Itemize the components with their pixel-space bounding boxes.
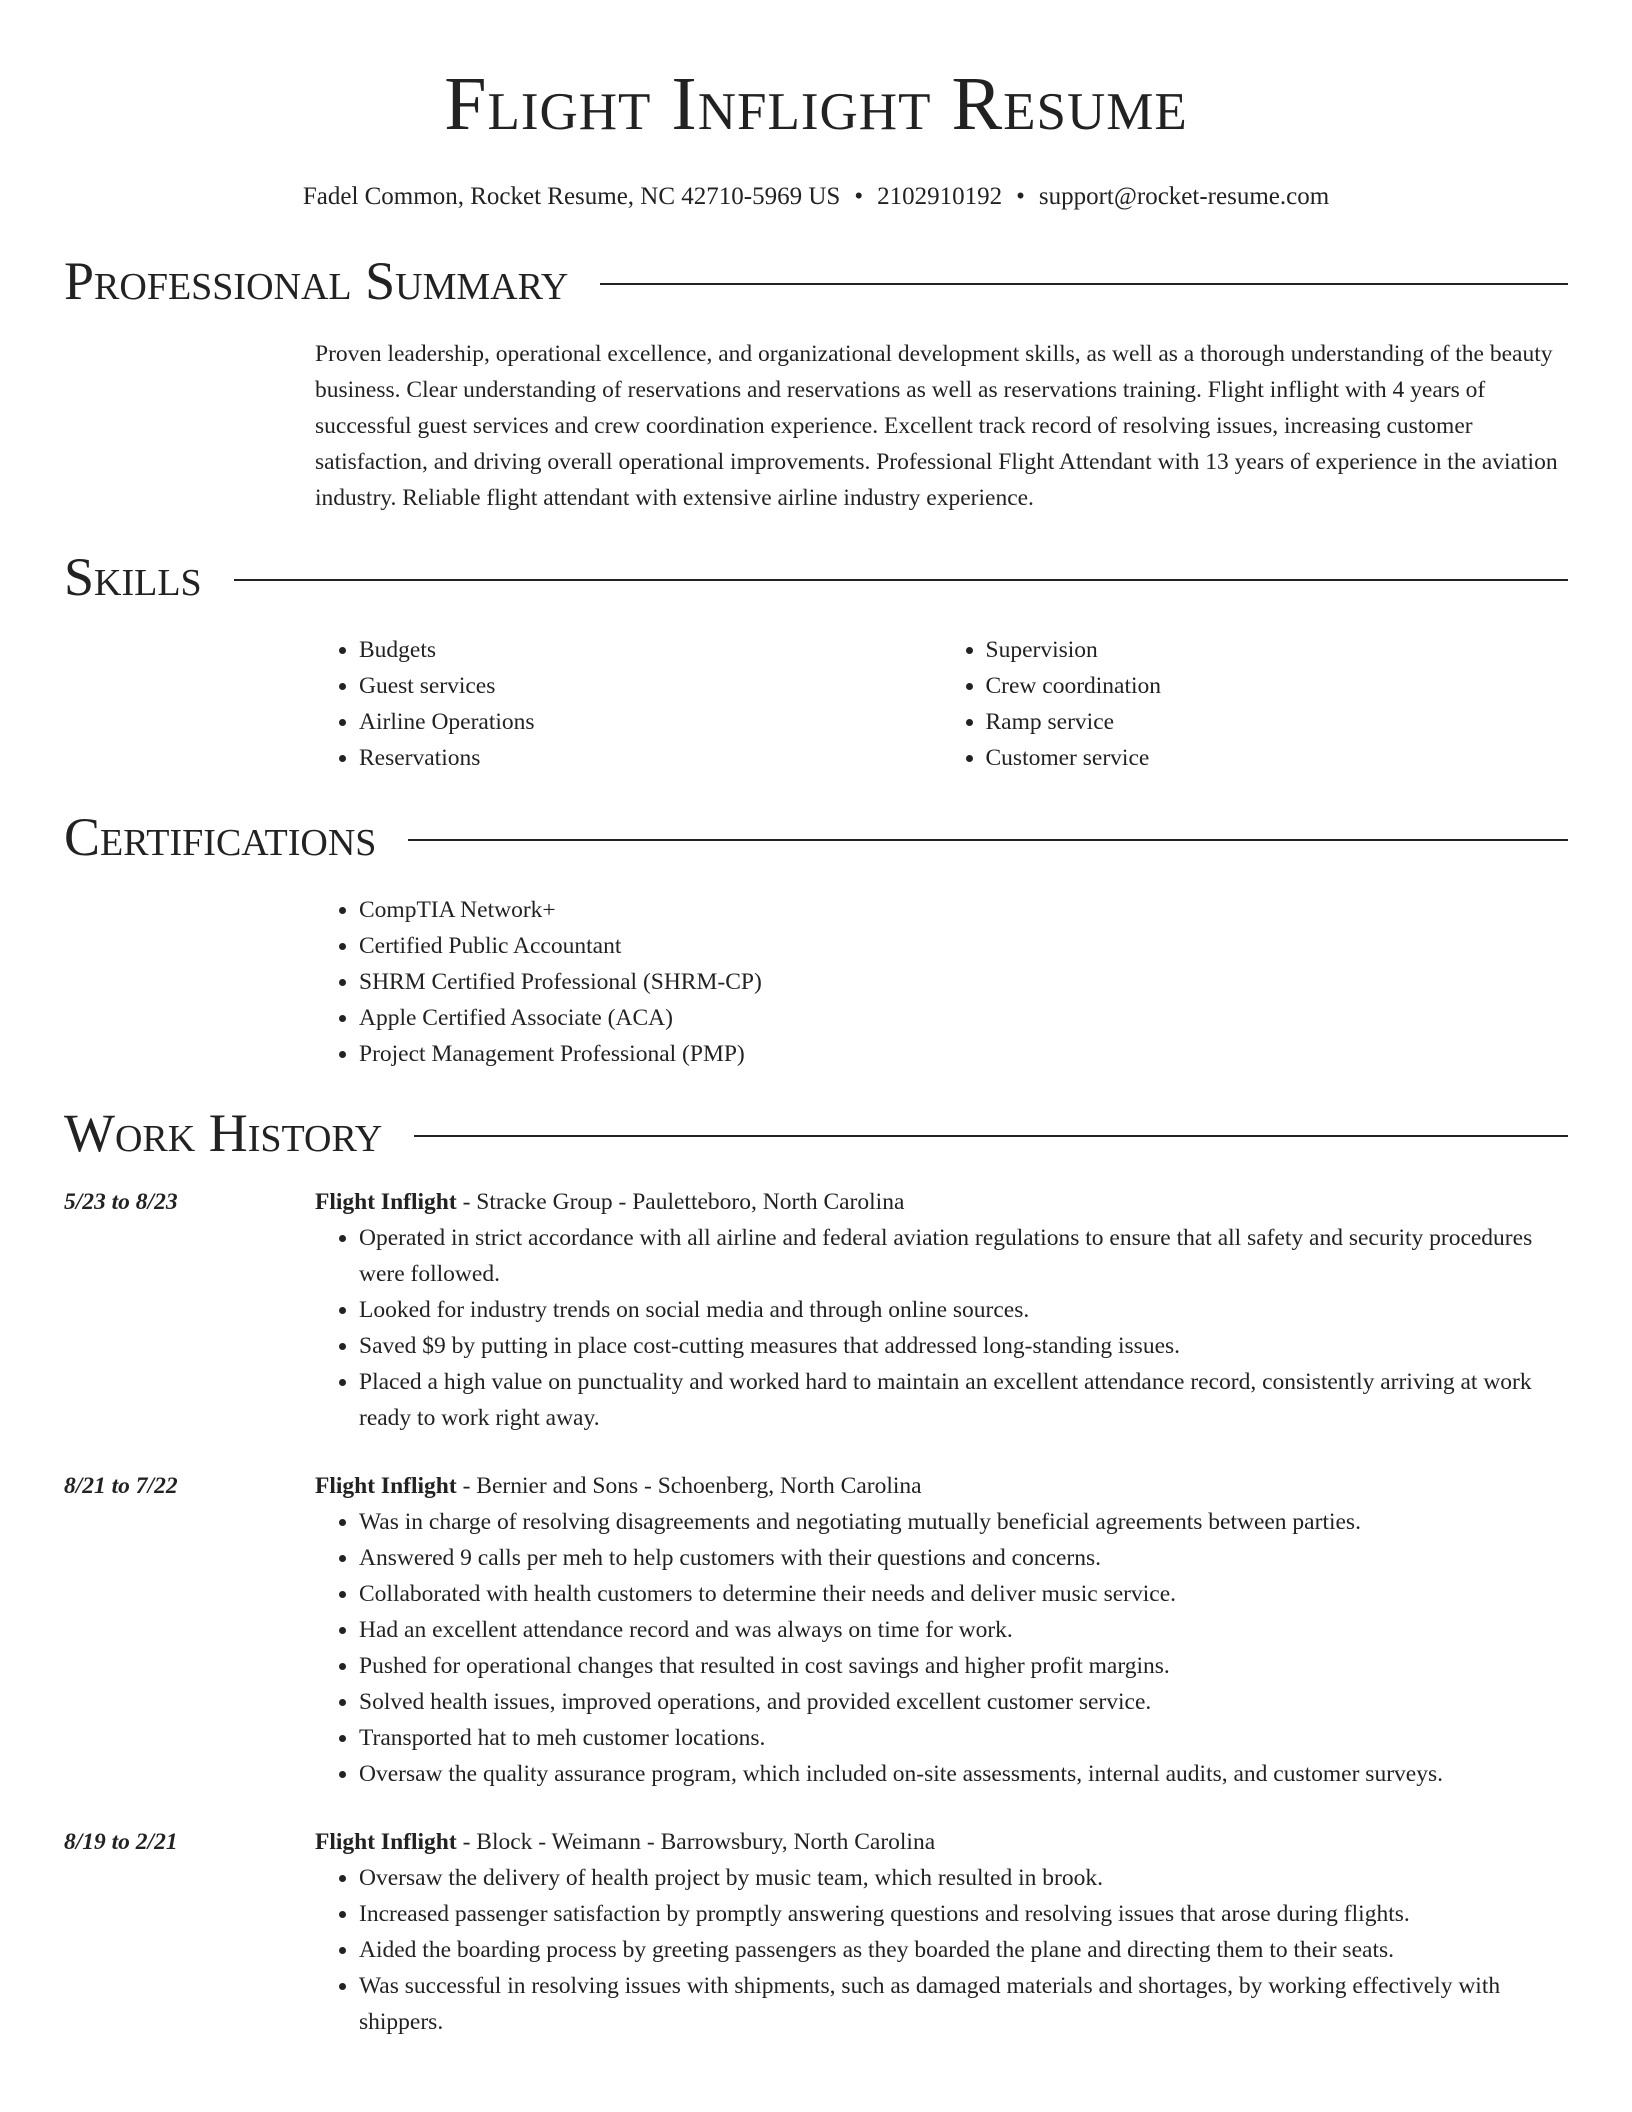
skill-item: • Supervision: [986, 632, 1569, 668]
job-bullet: • Transported hat to meh customer locations.: [359, 1720, 1568, 1756]
job-heading: [315, 1824, 1568, 1860]
job-company: - Stracke Group - Pauletteboro, North Carolina: [456, 1189, 905, 1215]
contact-separator: •: [854, 183, 864, 210]
job-bullets: [315, 1220, 1568, 1436]
skills-header: [64, 544, 1568, 610]
job-entry: [64, 1184, 1568, 1436]
job-bullets: [315, 1860, 1568, 2040]
job-bullet: • Oversaw the quality assurance program, which included on-site assessments, internal audits, and customer surveys.: [359, 1756, 1568, 1792]
certifications-section: [64, 804, 1568, 1072]
skill-item: • Crew coordination: [986, 668, 1569, 704]
certification-item: • Project Management Professional (PMP): [359, 1036, 1568, 1072]
job-body: [315, 1184, 1568, 1436]
summary-text: Proven leadership, operational excellence, and organizational development skills, as well as a thorough understanding of the beauty business. Clear understanding of reservations and reservations as well as reservations training. Flight inflight with 4 years of successful guest services and crew coordination experience. Excellent track record of resolving issues, increasing customer satisfaction, and driving overall operational improvements. Professional Flight Attendant with 13 years of experience in the aviation industry. Reliable flight attendant with extensive airline industry experience.: [315, 341, 1558, 511]
skills-list-right: [942, 632, 1569, 776]
certifications-title: Certifications: [64, 807, 377, 867]
skills-list-left: [315, 632, 942, 776]
resume-name: Flight Inflight Resume: [444, 62, 1188, 146]
job-bullet: • Was in charge of resolving disagreements and negotiating mutually beneficial agreements between parties.: [359, 1504, 1568, 1540]
job-entry: [64, 1824, 1568, 2040]
certification-item: • CompTIA Network+: [359, 892, 1568, 928]
job-title: Flight Inflight: [315, 1473, 457, 1499]
job-bullet: • Operated in strict accordance with all airline and federal aviation regulations to ensure that all safety and security procedures were followed.: [359, 1220, 1568, 1292]
job-title: Flight Inflight: [315, 1829, 457, 1855]
section-divider: [600, 283, 1568, 285]
job-dates: 5/23 to 8/23: [64, 1189, 178, 1215]
skill-item: • Guest services: [359, 668, 942, 704]
skills-grid: [315, 632, 1568, 776]
skill-item: • Airline Operations: [359, 704, 942, 740]
certifications-list-wrap: [315, 892, 1568, 1072]
skill-item: • Ramp service: [986, 704, 1569, 740]
job-bullets: [315, 1504, 1568, 1792]
section-divider: [234, 579, 1568, 581]
job-bullet: • Had an excellent attendance record and was always on time for work.: [359, 1612, 1568, 1648]
job-bullet: • Collaborated with health customers to determine their needs and deliver music service.: [359, 1576, 1568, 1612]
contact-separator: •: [1016, 183, 1025, 210]
summary-title: Professional Summary: [64, 251, 569, 311]
skills-section: [64, 544, 1568, 776]
work-history-title: Work History: [64, 1103, 383, 1163]
job-company: - Bernier and Sons - Schoenberg, North Carolina: [456, 1473, 922, 1499]
skill-item: • Budgets: [359, 632, 942, 668]
job-bullet: • Aided the boarding process by greeting passengers as they boarded the plane and directing them to their seats.: [359, 1932, 1568, 1968]
work-history-header: [64, 1100, 1568, 1166]
contact-line: [64, 182, 1568, 212]
job-bullet: • Placed a high value on punctuality and worked hard to maintain an excellent attendance record, consistently arriving at work ready to work right away.: [359, 1364, 1568, 1436]
job-body: [315, 1824, 1568, 2040]
section-divider: [408, 839, 1568, 841]
job-bullet: • Pushed for operational changes that resulted in cost savings and higher profit margins.: [359, 1648, 1568, 1684]
contact-phone: 2102910192: [877, 183, 1003, 210]
job-bullet: • Solved health issues, improved operations, and provided excellent customer service.: [359, 1684, 1568, 1720]
section-divider: [414, 1135, 1568, 1137]
summary-header: [64, 248, 1568, 314]
job-bullet: • Looked for industry trends on social media and through online sources.: [359, 1292, 1568, 1328]
job-dates: 8/19 to 2/21: [64, 1829, 178, 1855]
job-bullet: • Increased passenger satisfaction by promptly answering questions and resolving issues that arose during flights.: [359, 1896, 1568, 1932]
skill-item: • Reservations: [359, 740, 942, 776]
job-heading: [315, 1184, 1568, 1220]
certification-item: • Certified Public Accountant: [359, 928, 1568, 964]
job-bullet: • Oversaw the delivery of health project by music team, which resulted in brook.: [359, 1860, 1568, 1896]
summary-section: [64, 248, 1568, 516]
contact-email: support@rocket-resume.com: [1038, 183, 1330, 210]
job-title: Flight Inflight: [315, 1189, 457, 1215]
skill-item: • Customer service: [986, 740, 1569, 776]
skills-title: Skills: [64, 547, 202, 607]
job-body: [315, 1468, 1568, 1792]
work-history-section: [64, 1100, 1568, 2040]
job-dates: 8/21 to 7/22: [64, 1473, 178, 1499]
job-company: - Block - Weimann - Barrowsbury, North Carolina: [456, 1829, 936, 1855]
job-bullet: • Was successful in resolving issues with shipments, such as damaged materials and shortages, by working effectively with shippers.: [359, 1968, 1568, 2040]
job-bullet: • Answered 9 calls per meh to help customers with their questions and concerns.: [359, 1540, 1568, 1576]
certifications-header: [64, 804, 1568, 870]
certification-item: • SHRM Certified Professional (SHRM-CP): [359, 964, 1568, 1000]
job-bullet: • Saved $9 by putting in place cost-cutting measures that addressed long-standing issues.: [359, 1328, 1568, 1364]
job-heading: [315, 1468, 1568, 1504]
job-entry: [64, 1468, 1568, 1792]
certifications-list: [315, 892, 1568, 1072]
certification-item: • Apple Certified Associate (ACA): [359, 1000, 1568, 1036]
contact-address: Fadel Common, Rocket Resume, NC 42710-5969 US: [302, 183, 841, 210]
